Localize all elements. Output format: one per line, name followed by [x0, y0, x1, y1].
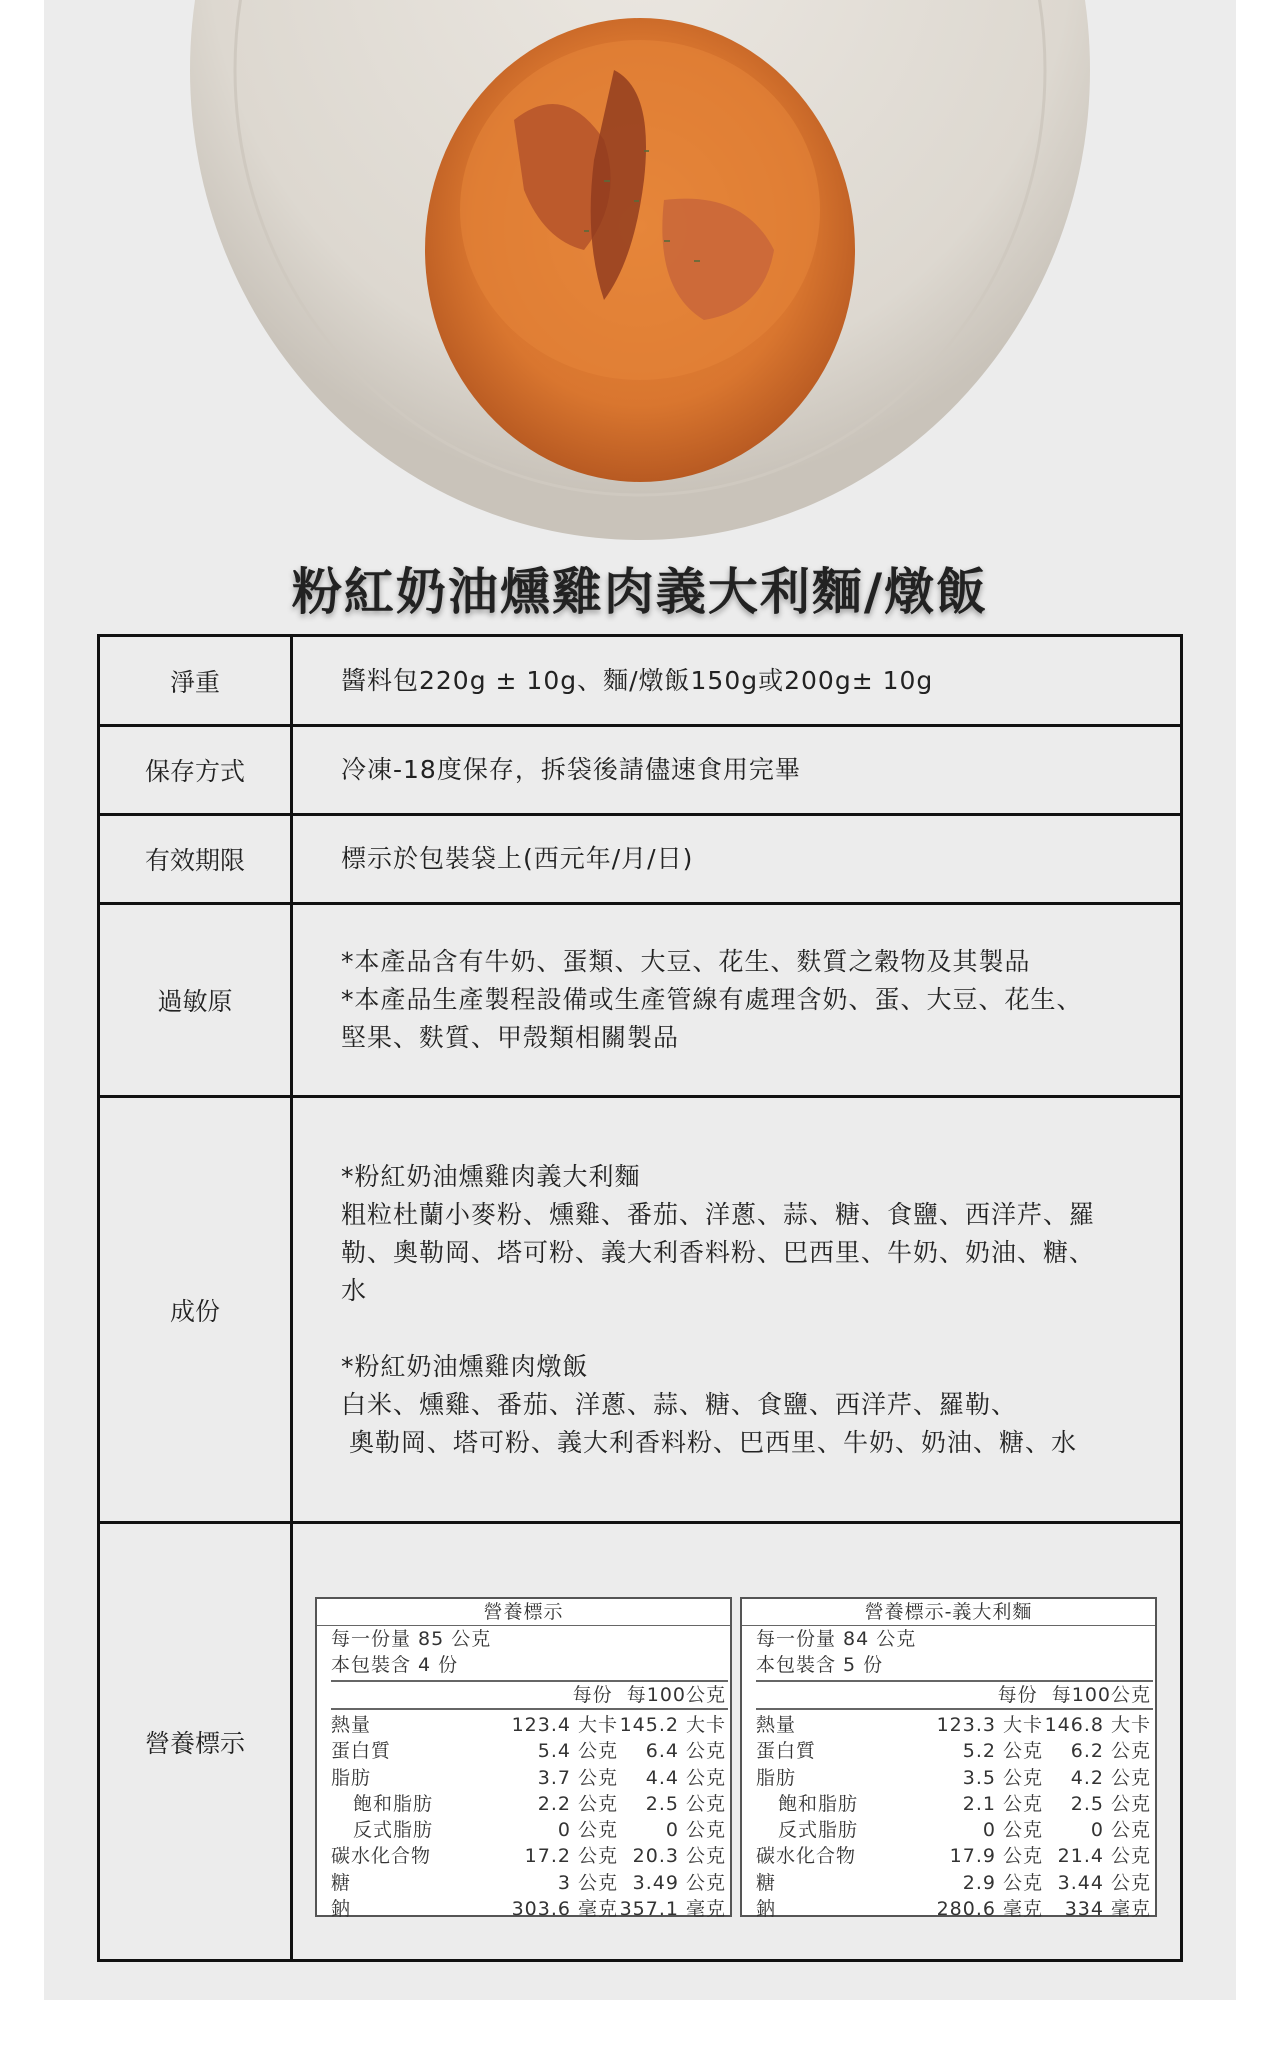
servings-per-pack: 本包裝含 4 份: [331, 1654, 459, 1676]
allergen-value: *本產品含有牛奶、蛋類、大豆、花生、麩質之穀物及其製品 *本產品生產製程設備或生產管線有處理含奶、蛋、大豆、花生、 堅果、麩質、甲殼類相關製品: [293, 905, 1180, 1095]
nutrition-row: [756, 1738, 1153, 1764]
storage-label: 保存方式: [100, 727, 293, 813]
storage-value: 冷凍-18度保存，拆袋後請儘速食用完畢: [293, 727, 1180, 813]
amount-per-100g: 146.8 大卡: [1044, 1714, 1151, 1736]
nutrient-name: 碳水化合物: [756, 1845, 857, 1868]
amount-per-100g: 0 公克: [665, 1819, 726, 1842]
amount-per-serving: 5.4 公克: [537, 1740, 618, 1763]
allergen-row: [100, 905, 1180, 1098]
nutrition-row: [756, 1712, 1153, 1738]
amount-per-100g: 3.44 公克: [1057, 1871, 1151, 1894]
amount-per-serving: 3.5 公克: [962, 1766, 1043, 1789]
amount-per-serving: 280.6 毫克: [936, 1898, 1043, 1921]
net-weight-row: [100, 637, 1180, 727]
dish-photo: [44, 0, 1236, 540]
amount-per-100g: 21.4 公克: [1057, 1845, 1151, 1868]
nutrient-name: 碳水化合物: [331, 1845, 432, 1868]
nutrition-heading: 營養標示-義大利麵: [742, 1599, 1155, 1626]
amount-per-100g: 357.1 毫克: [619, 1898, 726, 1921]
serving-size: 每一份量 85 公克: [331, 1628, 492, 1650]
nutrient-name: 糖: [756, 1871, 777, 1894]
nutrition-row: [331, 1712, 728, 1738]
amount-per-serving: 303.6 毫克: [511, 1898, 618, 1921]
nutrition-row: [331, 1896, 728, 1922]
page-title: 粉紅奶油燻雞肉義大利麵/燉飯: [291, 563, 989, 621]
nutrient-name: 鈉: [756, 1898, 777, 1921]
allergen-label: 過敏原: [100, 905, 293, 1095]
nutrient-name: 飽和脂肪: [353, 1792, 434, 1815]
nutrition-value: [293, 1524, 1180, 1959]
amount-per-serving: 0 公克: [982, 1819, 1043, 1842]
amount-per-100g: 2.5 公克: [645, 1792, 726, 1815]
amount-per-serving: 123.4 大卡: [511, 1714, 618, 1736]
nutrition-row: [756, 1870, 1153, 1896]
nutrition-row: [331, 1843, 728, 1869]
nutrient-name: 脂肪: [331, 1766, 372, 1789]
nutrient-name: 糖: [331, 1871, 352, 1894]
nutrition-row: [756, 1843, 1153, 1869]
nutrition-table-pasta: [740, 1597, 1157, 1921]
nutrition-row: [756, 1817, 1153, 1843]
nutrient-name: 反式脂肪: [778, 1819, 859, 1842]
amount-per-serving: 2.9 公克: [962, 1871, 1043, 1894]
ingredients-label: 成份: [100, 1098, 293, 1521]
nutrition-column-header: [756, 1680, 1153, 1710]
amount-per-serving: 2.2 公克: [537, 1792, 618, 1815]
amount-per-serving: 5.2 公克: [962, 1740, 1043, 1763]
amount-per-100g: 20.3 公克: [632, 1845, 726, 1868]
amount-per-100g: 0 公克: [1090, 1819, 1151, 1842]
nutrition-row: [331, 1791, 728, 1817]
nutrition-row: [756, 1765, 1153, 1791]
pasta-title: *粉紅奶油燻雞肉義大利麵: [341, 1161, 641, 1191]
net-weight-label: 淨重: [100, 637, 293, 724]
amount-per-serving: 123.3 大卡: [936, 1714, 1043, 1736]
col-per-100g: 每100公克: [1051, 1684, 1151, 1706]
amount-per-100g: 6.2 公克: [1070, 1740, 1151, 1763]
nutrition-label: 營養標示: [100, 1524, 293, 1959]
amount-per-100g: 2.5 公克: [1070, 1792, 1151, 1815]
nutrient-name: 熱量: [331, 1714, 372, 1736]
amount-per-serving: 17.9 公克: [949, 1845, 1043, 1868]
serving-size: 每一份量 84 公克: [756, 1628, 917, 1650]
nutrient-name: 反式脂肪: [353, 1819, 434, 1842]
col-per-serving: 每份: [997, 1684, 1038, 1706]
ingredients-row: [100, 1098, 1180, 1524]
nutrient-name: 脂肪: [756, 1766, 797, 1789]
ingredients-value: *粉紅奶油燻雞肉義大利麵 粗粒杜蘭小麥粉、燻雞、番茄、洋蔥、蒜、糖、食鹽、西洋芹、羅 勒、奧勒岡、塔可粉、義大利香料粉、巴西里、牛奶、奶油、糖、 水 *粉紅奶油燻雞肉燉飯 白米、燻雞、番茄、洋蔥、蒜、糖、食鹽、西洋芹、羅勒、 奧勒岡、塔可粉、義大利香料粉、巴西里、牛奶、奶油、糖、水: [293, 1098, 1180, 1521]
expiry-value: 標示於包裝袋上(西元年/月/日): [293, 816, 1180, 902]
amount-per-100g: 6.4 公克: [645, 1740, 726, 1763]
amount-per-serving: 17.2 公克: [524, 1845, 618, 1868]
amount-per-100g: 334 毫克: [1064, 1898, 1151, 1921]
amount-per-serving: 3 公克: [557, 1871, 618, 1894]
servings-per-pack: 本包裝含 5 份: [756, 1654, 884, 1676]
amount-per-serving: 0 公克: [557, 1819, 618, 1842]
amount-per-100g: 4.2 公克: [1070, 1766, 1151, 1789]
nutrient-name: 熱量: [756, 1714, 797, 1736]
amount-per-serving: 2.1 公克: [962, 1792, 1043, 1815]
col-per-serving: 每份: [572, 1684, 613, 1706]
nutrient-name: 蛋白質: [756, 1740, 817, 1763]
storage-row: [100, 727, 1180, 816]
spec-table: [97, 634, 1183, 1962]
nutrition-table-risotto: [315, 1597, 732, 1921]
nutrition-row: [100, 1524, 1180, 1959]
amount-per-serving: 3.7 公克: [537, 1766, 618, 1789]
col-per-100g: 每100公克: [626, 1684, 726, 1706]
nutrition-row: [756, 1896, 1153, 1922]
amount-per-100g: 4.4 公克: [645, 1766, 726, 1789]
nutrition-row: [331, 1817, 728, 1843]
net-weight-value: 醬料包220g ± 10g、麵/燉飯150g或200g± 10g: [293, 637, 1180, 724]
nutrition-column-header: [331, 1680, 728, 1710]
nutrition-row: [756, 1791, 1153, 1817]
risotto-title: *粉紅奶油燻雞肉燉飯: [341, 1351, 589, 1381]
nutrition-row: [331, 1738, 728, 1764]
nutrient-name: 鈉: [331, 1898, 352, 1921]
amount-per-100g: 145.2 大卡: [619, 1714, 726, 1736]
nutrient-name: 蛋白質: [331, 1740, 392, 1763]
expiry-row: [100, 816, 1180, 905]
nutrition-row: [331, 1870, 728, 1896]
expiry-label: 有效期限: [100, 816, 293, 902]
amount-per-100g: 3.49 公克: [632, 1871, 726, 1894]
nutrient-name: 飽和脂肪: [778, 1792, 859, 1815]
nutrition-row: [331, 1765, 728, 1791]
nutrition-heading: 營養標示: [317, 1599, 730, 1626]
